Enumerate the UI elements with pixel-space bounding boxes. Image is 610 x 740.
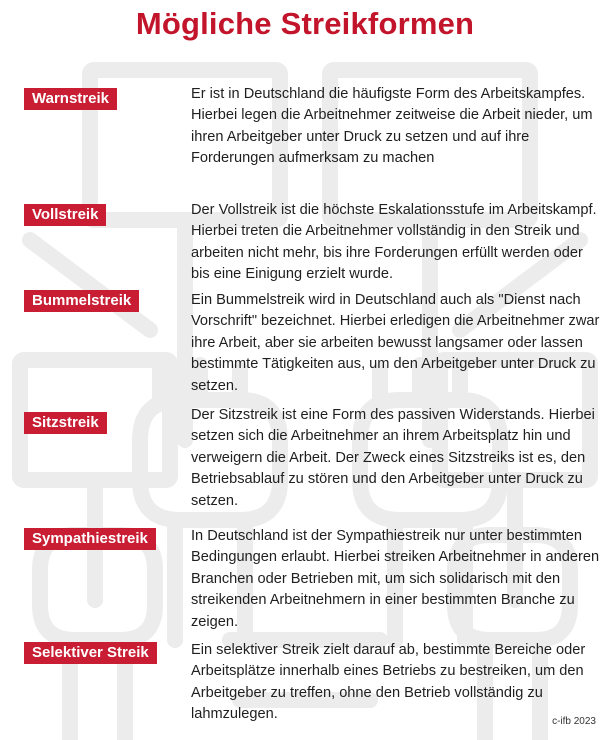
strike-description: Der Vollstreik ist die höchste Eskalationsstufe im Arbeitskampf. Hierbei treten die Arbeitnehmer vollständig in den Streik und arbeiten nicht mehr, bis ihre Forderungen erfüllt werden oder bis eine Einigung erzielt wurde. xyxy=(191,202,597,283)
strike-label: Vollstreik xyxy=(24,204,106,226)
strike-description: Er ist in Deutschland die häufigste Form des Arbeitskampfes. Hierbei legen die Arbeitnehmer zeitweise die Arbeit nieder, um ihren Arbeitgeber unter Druck zu setzen und auf ihre Forderungen aufmerksam zu machen xyxy=(191,86,593,167)
strike-label: Sympathiestreik xyxy=(24,528,156,550)
strike-label: Selektiver Streik xyxy=(24,642,157,664)
strike-description: Ein selektiver Streik zielt darauf ab, bestimmte Bereiche oder Arbeitsplätze innerhalb eines Betriebs zu bestreiken, um den Arbeitgeber zu treffen, ohne den Betrieb vollständig zu lahmzulegen. xyxy=(191,642,586,723)
strike-description: Ein Bummelstreik wird in Deutschland auch als "Dienst nach Vorschrift" bezeichnet. Hierbei erledigen die Arbeitnehmer zwar ihre Arbeit, aber sie arbeiten bewusst langsamer oder lassen bestimmte Tätigkeiten aus, um den Arbeitgeber unter Druck zu setzen. xyxy=(191,292,600,394)
strike-label: Warnstreik xyxy=(24,88,117,110)
strike-description: In Deutschland ist der Sympathiestreik nur unter bestimmten Bedingungen erlaubt. Hierbei streiken Arbeitnehmer in anderen Branchen oder Betrieben mit, um sich solidarisch mit den streikenden Arbeitnehmern in einer bestimmten Branche zu zeigen. xyxy=(191,528,600,630)
page-title: Mögliche Streikformen xyxy=(135,6,475,41)
strike-label: Bummelstreik xyxy=(24,290,139,312)
strike-description: Der Sitzstreik ist eine Form des passiven Widerstands. Hierbei setzen sich die Arbeitnehmer an ihrem Arbeitsplatz hin und verweigern die Arbeit. Der Zweck eines Sitzstreiks ist es, den Betriebsablauf zu stören und den Arbeitgeber unter Druck zu setzen. xyxy=(191,407,595,509)
credit-text: c-ifb 2023 xyxy=(552,716,596,727)
strike-label: Sitzstreik xyxy=(24,412,107,434)
